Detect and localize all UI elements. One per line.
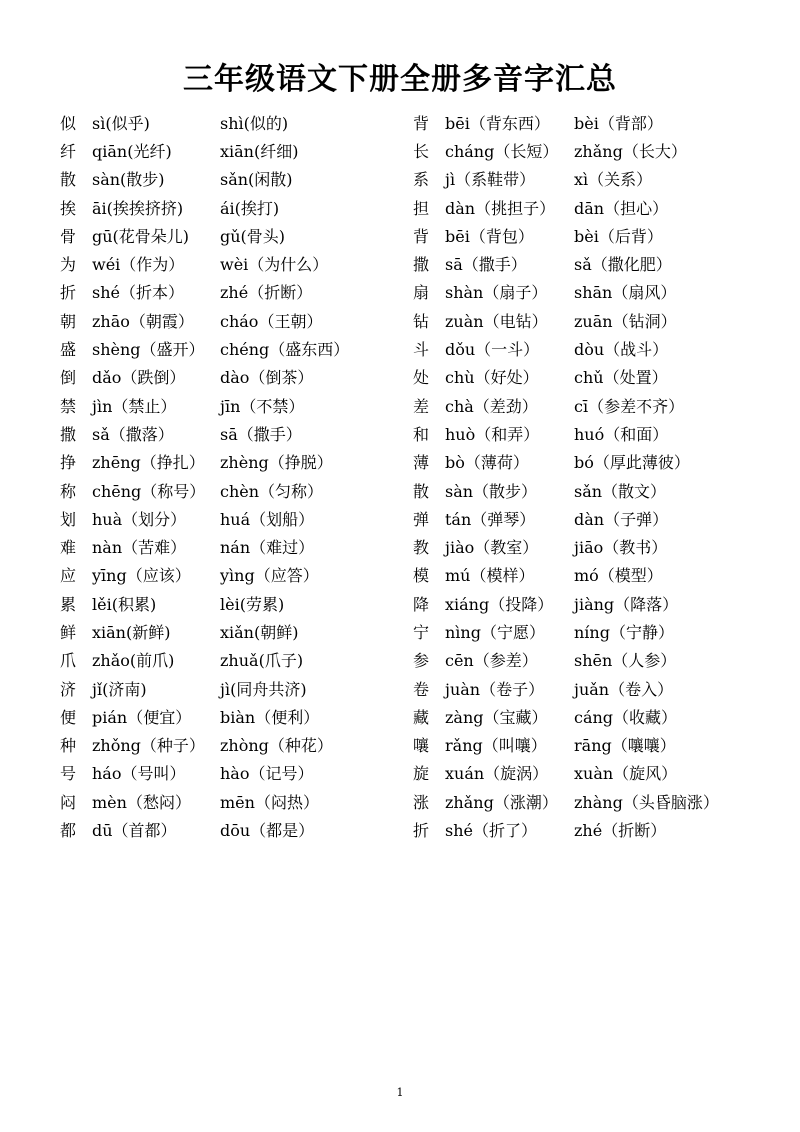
reading-one: jì（系鞋带） [445,170,536,190]
reading-one: wéi（作为） [92,255,185,275]
polyphonic-character: 为 [60,255,77,275]
list-item [413,504,719,532]
list-item [60,278,349,306]
reading-one: chù（好处） [445,368,539,388]
polyphonic-character: 散 [413,481,430,501]
reading-two: shān（扇风） [574,283,677,303]
reading-two: xuàn（旋风） [574,764,678,784]
list-item [60,334,349,362]
reading-one: mèn（愁闷） [92,792,191,812]
reading-two: dào（倒茶） [220,368,314,388]
polyphonic-character: 钻 [413,311,430,331]
reading-one: juàn（卷子） [445,679,545,699]
polyphonic-character: 骨 [60,226,77,246]
list-item [60,532,349,560]
reading-one: zuàn（电钻） [445,311,548,331]
list-item [413,815,719,843]
reading-one: zhǒng（种子） [92,736,205,756]
list-item [413,702,719,730]
reading-one: zàng（宝藏） [445,707,548,727]
reading-two: zhǎng（长大） [574,141,687,161]
reading-two: bèi（背部） [574,113,663,133]
list-item [413,532,719,560]
polyphonic-character: 薄 [413,453,430,473]
polyphonic-character: 划 [60,509,77,529]
reading-two: nán（难过） [220,538,315,558]
reading-two: lèi(劳累) [220,594,285,614]
polyphonic-character: 降 [413,594,430,614]
reading-one: dǎo（跌倒） [92,368,186,388]
reading-one: bēi（背包） [445,226,534,246]
reading-two: biàn（便利） [220,707,320,727]
reading-one: zhǎng（涨潮） [445,792,558,812]
reading-two: huó（和面） [574,424,669,444]
list-item [60,561,349,589]
polyphonic-character: 应 [60,566,77,586]
reading-one: háo（号叫） [92,764,186,784]
reading-one: zhǎo(前爪) [92,651,175,671]
reading-one: zhāo（朝霞） [92,311,194,331]
list-item [413,674,719,702]
list-item [413,334,719,362]
list-item [60,363,349,391]
polyphonic-character: 都 [60,821,77,841]
list-item [60,702,349,730]
reading-two: rāng（嚷嚷） [574,736,676,756]
list-item [60,249,349,277]
reading-two: cáng（收藏） [574,707,678,727]
reading-two: shēn（人参） [574,651,677,671]
reading-two: yìng（应答） [220,566,319,586]
reading-two: chéng（盛东西） [220,340,350,360]
reading-one: xiáng（投降） [445,594,554,614]
reading-one: shàn（扇子） [445,283,548,303]
list-item [413,759,719,787]
reading-two: ái(挨打) [220,198,280,218]
reading-one: nàn（苦难） [92,538,187,558]
reading-two: mó（模型） [574,566,663,586]
reading-two: chèn（匀称） [220,481,324,501]
polyphonic-character: 闷 [60,792,77,812]
reading-one: huà（划分） [92,509,187,529]
reading-two: sǎn(闲散) [220,170,293,190]
reading-one: cēn（参差） [445,651,538,671]
polyphonic-character: 难 [60,538,77,558]
reading-one: chà（差劲） [445,396,538,416]
polyphonic-character: 称 [60,481,77,501]
list-item [413,136,719,164]
list-item [413,448,719,476]
reading-one: shèng（盛开） [92,340,205,360]
reading-two: shì(似的) [220,113,289,133]
reading-one: cháng（长短） [445,141,559,161]
reading-two: cháo（王朝） [220,311,323,331]
reading-one: bēi（背东西） [445,113,550,133]
polyphonic-character: 撒 [60,424,77,444]
list-item [60,391,349,419]
reading-two: jiāo（教书） [574,538,668,558]
document-title: 三年级语文下册全册多音字汇总 [183,62,617,97]
polyphonic-character: 倒 [60,368,77,388]
polyphonic-character: 长 [413,141,430,161]
reading-two: sǎ（撒化肥） [574,255,672,275]
reading-two: hào（记号） [220,764,314,784]
list-item [413,278,719,306]
list-item [60,108,349,136]
reading-two: xì（关系） [574,170,653,190]
list-item [413,419,719,447]
reading-one: xiān(新鲜) [92,622,171,642]
reading-two: sǎn（散文） [574,481,667,501]
list-item [413,476,719,504]
reading-two: zhòng（种花） [220,736,333,756]
reading-one: lěi(积累) [92,594,157,614]
list-item [413,306,719,334]
polyphonic-character: 禁 [60,396,77,416]
list-item [413,193,719,221]
list-item [413,165,719,193]
list-item [60,448,349,476]
list-item [413,249,719,277]
list-item [413,391,719,419]
polyphonic-character: 模 [413,566,430,586]
reading-one: sǎ（撒落） [92,424,174,444]
polyphonic-character: 折 [60,283,77,303]
reading-two: bèi（后背） [574,226,663,246]
polyphonic-character: 似 [60,113,77,133]
left-column [60,108,349,844]
reading-two: juǎn（卷入） [574,679,674,699]
polyphonic-character: 担 [413,198,430,218]
list-item [413,787,719,815]
list-item [413,108,719,136]
polyphonic-character: 宁 [413,622,430,642]
list-item [413,561,719,589]
reading-one: qiān(光纤) [92,141,172,161]
right-column [413,108,719,844]
polyphonic-character: 涨 [413,792,430,812]
polyphonic-character: 教 [413,538,430,558]
reading-two: dàn（子弹） [574,509,669,529]
reading-one: dàn（挑担子） [445,198,556,218]
reading-two: zhé（折断） [220,283,313,303]
reading-two: dōu（都是） [220,821,315,841]
reading-two: chǔ（处置） [574,368,668,388]
reading-two: dān（担心） [574,198,669,218]
reading-one: jǐ(济南) [92,679,147,699]
list-item [60,136,349,164]
polyphonic-character: 背 [413,113,430,133]
reading-two: jīn（不禁） [220,396,305,416]
polyphonic-character: 撒 [413,255,430,275]
polyphonic-character: 斗 [413,340,430,360]
list-item [60,165,349,193]
reading-one: sàn（散步） [445,481,538,501]
polyphonic-character: 种 [60,736,77,756]
polyphonic-character: 嚷 [413,736,430,756]
list-item [60,646,349,674]
reading-two: mēn（闷热） [220,792,319,812]
reading-two: wèi（为什么） [220,255,329,275]
polyphonic-character: 系 [413,170,430,190]
reading-two: níng（宁静） [574,622,674,642]
polyphonic-character: 号 [60,764,77,784]
reading-two: gǔ(骨头) [220,226,286,246]
polyphonic-character: 差 [413,396,430,416]
polyphonic-character: 卷 [413,679,430,699]
polyphonic-character: 弹 [413,509,430,529]
reading-two: xiǎn(朝鲜) [220,622,299,642]
reading-one: zhēng（挣扎） [92,453,205,473]
polyphonic-character: 济 [60,679,77,699]
reading-one: yīng（应该） [92,566,191,586]
reading-two: dòu（战斗） [574,340,669,360]
polyphonic-character: 藏 [413,707,430,727]
polyphonic-character: 盛 [60,340,77,360]
reading-one: sì(似乎) [92,113,150,133]
polyphonic-character: 和 [413,424,430,444]
polyphonic-character: 朝 [60,311,77,331]
list-item [60,476,349,504]
polyphonic-character: 旋 [413,764,430,784]
polyphonic-character: 挨 [60,198,77,218]
list-item [60,787,349,815]
reading-two: zhèng（挣脱） [220,453,333,473]
reading-one: xuán（旋涡） [445,764,549,784]
list-item [60,419,349,447]
reading-one: rǎng（叫嚷） [445,736,547,756]
reading-one: tán（弹琴） [445,509,536,529]
reading-one: bò（薄荷） [445,453,529,473]
reading-one: shé（折本） [92,283,184,303]
reading-two: zhàng（头昏脑涨） [574,792,719,812]
reading-one: sā（撒手） [445,255,527,275]
list-item [413,363,719,391]
polyphonic-character: 挣 [60,453,77,473]
reading-one: mú（模样） [445,566,535,586]
list-item [60,306,349,334]
polyphonic-character: 折 [413,821,430,841]
reading-one: nìng（宁愿） [445,622,545,642]
reading-one: gū(花骨朵儿) [92,226,190,246]
reading-one: jìn（禁止） [92,396,177,416]
reading-two: xiān(纤细) [220,141,299,161]
polyphonic-character: 背 [413,226,430,246]
polyphonic-character: 爪 [60,651,77,671]
list-item [60,193,349,221]
polyphonic-character: 参 [413,651,430,671]
list-item [413,646,719,674]
reading-one: āi(挨挨挤挤) [92,198,184,218]
reading-one: shé（折了） [445,821,537,841]
list-item [60,221,349,249]
reading-two: huá（划船） [220,509,315,529]
reading-one: pián（便宜） [92,707,192,727]
reading-two: bó（厚此薄彼） [574,453,690,473]
polyphonic-character: 纤 [60,141,77,161]
polyphonic-character: 鲜 [60,622,77,642]
list-item [60,731,349,759]
list-item [60,815,349,843]
list-item [60,504,349,532]
list-item [413,221,719,249]
polyphonic-character: 扇 [413,283,430,303]
reading-one: sàn(散步) [92,170,165,190]
reading-two: zuān（钻洞） [574,311,677,331]
reading-one: huò（和弄） [445,424,540,444]
polyphonic-character: 散 [60,170,77,190]
reading-one: dǒu（一斗） [445,340,540,360]
reading-two: zhé（折断） [574,821,667,841]
reading-two: jiàng（降落） [574,594,679,614]
reading-one: jiào（教室） [445,538,539,558]
polyphonic-character: 处 [413,368,430,388]
polyphonic-character: 累 [60,594,77,614]
list-item [413,731,719,759]
list-item [60,589,349,617]
reading-one: dū（首都） [92,821,177,841]
list-item [60,674,349,702]
page-number: 1 [396,1086,404,1099]
reading-one: chēng（称号） [92,481,206,501]
list-item [413,589,719,617]
list-item [413,617,719,645]
reading-two: zhuǎ(爪子) [220,651,304,671]
reading-two: sā（撒手） [220,424,302,444]
polyphonic-character: 便 [60,707,77,727]
reading-two: jì(同舟共济) [220,679,307,699]
reading-two: cī（参差不齐） [574,396,685,416]
list-item [60,759,349,787]
list-item [60,617,349,645]
